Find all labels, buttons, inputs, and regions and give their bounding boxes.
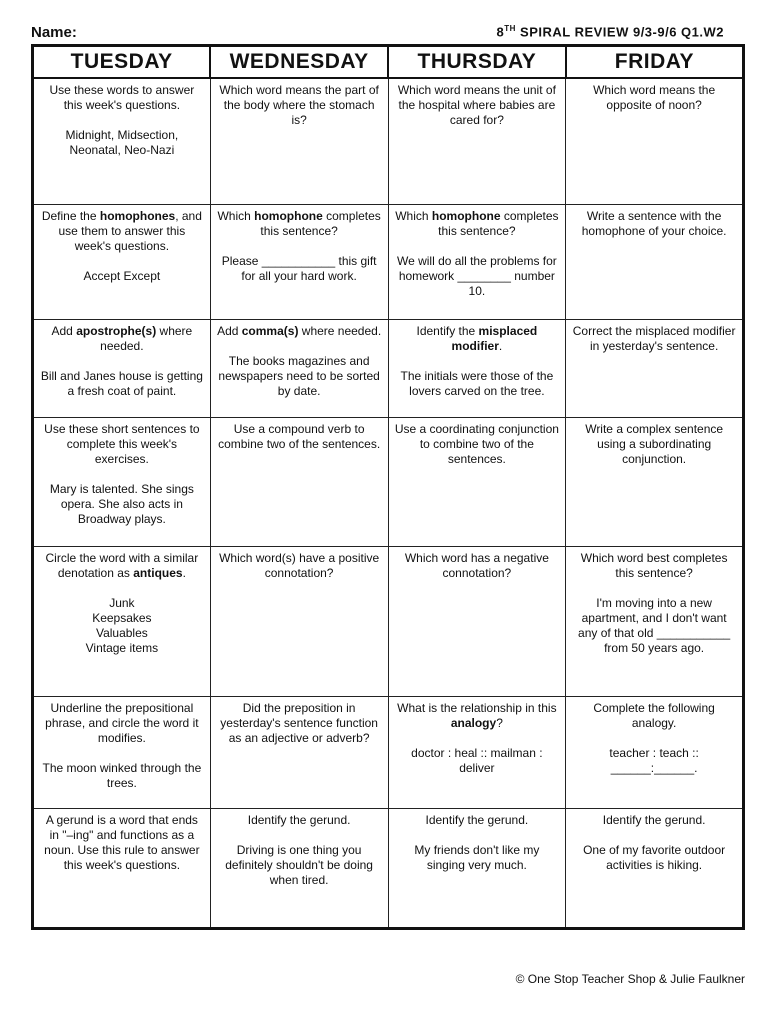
cell-text: Which word best completes this sentence? [580, 550, 728, 580]
cell-thursday [388, 417, 566, 546]
cell-paragraph [217, 324, 382, 339]
cell-paragraph [40, 596, 204, 656]
cell-paragraph [572, 843, 736, 873]
cell-text: Accept Except [83, 268, 161, 283]
cell-text: Midnight, Midsection, Neonatal, Neo-Nazi [65, 128, 179, 157]
cell-text: My friends don't like my singing very much. [414, 842, 540, 872]
cell-paragraph [40, 369, 204, 399]
day-header-wednesday: WEDNESDAY [210, 46, 388, 79]
cell-paragraph [40, 482, 204, 527]
cell-text: completes this sentence? [260, 208, 381, 238]
cell-text: . [498, 338, 503, 353]
review-row [33, 808, 744, 928]
cell-text: Which [217, 208, 255, 223]
cell-wednesday [210, 319, 388, 417]
day-header-friday: FRIDAY [566, 46, 744, 79]
cell-text: Which word has a negative connotation? [404, 550, 549, 580]
cell-friday [566, 319, 744, 417]
cell-text: Identify the gerund. [425, 812, 529, 827]
cell-paragraph [395, 209, 560, 239]
cell-paragraph [395, 324, 560, 354]
cell-thursday [388, 319, 566, 417]
cell-friday [566, 204, 744, 319]
cell-paragraph [572, 422, 736, 467]
cell-text: We will do all the problems for homework ________ number 10. [396, 253, 557, 298]
cell-friday [566, 696, 744, 808]
cell-paragraph [217, 701, 382, 746]
cell-paragraph [572, 813, 736, 828]
copyright-footer: © One Stop Teacher Shop & Julie Faulkner [515, 972, 745, 986]
cell-paragraph [40, 128, 204, 158]
cell-friday [566, 546, 744, 696]
review-row [33, 78, 744, 204]
cell-paragraph [572, 209, 736, 239]
cell-text: , and use them to answer this week's questions. [58, 208, 202, 253]
cell-paragraph [395, 813, 560, 828]
name-label: Name: [31, 24, 77, 41]
cell-thursday [388, 696, 566, 808]
review-title-text: SPIRAL REVIEW 9/3-9/6 Q1.W2 [515, 24, 724, 40]
cell-paragraph [40, 269, 204, 284]
cell-text: Which [395, 208, 432, 223]
cell-paragraph [217, 209, 382, 239]
cell-paragraph [40, 761, 204, 791]
cell-tuesday [33, 417, 211, 546]
cell-text: doctor : heal :: mailman : deliver [411, 745, 543, 775]
cell-text: Use a coordinating conjunction to combine two of the sentences. [394, 421, 559, 466]
cell-text: Circle the word with a similar denotation as [45, 550, 199, 580]
page-header [31, 22, 744, 42]
emphasized-term: antiques [133, 565, 183, 580]
grade-number: 8 [496, 24, 505, 40]
review-row [33, 546, 744, 696]
cell-text: where needed. [100, 323, 193, 353]
cell-paragraph [40, 422, 204, 467]
cell-paragraph [40, 701, 204, 746]
review-title [497, 24, 725, 39]
cell-text: Add [217, 323, 242, 338]
cell-text: Add [51, 323, 77, 338]
day-header-row [33, 46, 744, 79]
day-header-thursday: THURSDAY [388, 46, 566, 79]
cell-paragraph [217, 422, 382, 452]
cell-paragraph [217, 83, 382, 128]
cell-paragraph [40, 209, 204, 254]
cell-thursday [388, 78, 566, 204]
cell-paragraph [572, 596, 736, 656]
cell-text: Driving is one thing you definitely shouldn't be doing when tired. [225, 842, 373, 887]
cell-text: Use these short sentences to complete this week's exercises. [44, 421, 200, 466]
cell-text: Use a compound verb to combine two of the sentences. [218, 421, 381, 451]
cell-text: Identify the gerund. [602, 812, 706, 827]
cell-tuesday [33, 319, 211, 417]
cell-text: . [182, 565, 186, 580]
cell-text: What is the relationship in this [397, 700, 557, 715]
cell-friday [566, 808, 744, 928]
review-row [33, 319, 744, 417]
cell-tuesday [33, 78, 211, 204]
cell-paragraph [572, 324, 736, 354]
cell-text: Which word means the part of the body where the stomach is? [219, 83, 379, 127]
cell-text: Which word means the opposite of noon? [593, 83, 716, 112]
emphasized-term: apostrophe(s) [76, 323, 157, 338]
emphasized-term: analogy [450, 715, 497, 730]
cell-text: Define the [41, 208, 100, 223]
cell-paragraph [572, 746, 736, 776]
emphasized-term: misplaced modifier [451, 323, 538, 353]
grade-ordinal-suffix: TH [504, 24, 516, 33]
cell-paragraph [217, 254, 382, 284]
review-row [33, 417, 744, 546]
cell-paragraph [40, 551, 204, 581]
cell-paragraph [395, 551, 560, 581]
cell-text: Underline the prepositional phrase, and circle the word it modifies. [45, 700, 199, 745]
cell-text: teacher : teach :: ______:______. [609, 745, 699, 775]
cell-thursday [388, 204, 566, 319]
cell-wednesday [210, 808, 388, 928]
cell-paragraph [395, 746, 560, 776]
cell-wednesday [210, 78, 388, 204]
review-row [33, 696, 744, 808]
day-header-tuesday: TUESDAY [33, 46, 211, 79]
cell-text: A gerund is a word that ends in "–ing" and functions as a noun. Use this rule to answer this week's questions. [44, 812, 200, 872]
cell-text: The books magazines and newspapers need to be sorted by date. [218, 353, 380, 398]
cell-text: Mary is talented. She sings opera. She also acts in Broadway plays. [49, 481, 194, 526]
cell-tuesday [33, 808, 211, 928]
cell-text: ? [496, 715, 503, 730]
cell-text: Please ___________ this gift for all your hard work. [221, 253, 377, 283]
cell-paragraph [395, 843, 560, 873]
cell-text: I'm moving into a new apartment, and I don't want any of that old ___________ from 50 years ago. [578, 595, 731, 655]
cell-paragraph [40, 83, 204, 113]
cell-thursday [388, 546, 566, 696]
cell-text: Use these words to answer this week's questions. [49, 83, 195, 112]
cell-friday [566, 417, 744, 546]
cell-text: One of my favorite outdoor activities is hiking. [583, 842, 726, 872]
cell-paragraph [395, 701, 560, 731]
cell-paragraph [217, 843, 382, 888]
cell-text: Which word(s) have a positive connotation? [219, 550, 380, 580]
cell-text: Identify the [416, 323, 479, 338]
cell-text: The moon winked through the trees. [42, 760, 202, 790]
review-row [33, 204, 744, 319]
cell-paragraph [40, 813, 204, 873]
spiral-review-table [31, 44, 745, 930]
cell-text: Write a sentence with the homophone of your choice. [581, 208, 727, 238]
cell-text: Junk Keepsakes Valuables Vintage items [85, 595, 159, 655]
cell-paragraph [395, 254, 560, 299]
cell-wednesday [210, 417, 388, 546]
emphasized-term: homophones [99, 208, 176, 223]
cell-text: Did the preposition in yesterday's sentence function as an adjective or adverb? [220, 700, 378, 745]
cell-paragraph [217, 354, 382, 399]
cell-paragraph [40, 324, 204, 354]
cell-tuesday [33, 204, 211, 319]
emphasized-term: homophone [431, 208, 501, 223]
cell-tuesday [33, 546, 211, 696]
cell-text: where needed. [298, 323, 382, 338]
cell-paragraph [217, 551, 382, 581]
cell-text: Identify the gerund. [247, 812, 351, 827]
cell-friday [566, 78, 744, 204]
cell-paragraph [572, 701, 736, 731]
cell-paragraph [395, 369, 560, 399]
cell-paragraph [217, 813, 382, 828]
cell-paragraph [395, 83, 560, 128]
cell-tuesday [33, 696, 211, 808]
cell-text: Correct the misplaced modifier in yesterday's sentence. [572, 323, 736, 353]
cell-thursday [388, 808, 566, 928]
cell-wednesday [210, 546, 388, 696]
cell-text: Bill and Janes house is getting a fresh coat of paint. [40, 368, 203, 398]
emphasized-term: comma(s) [241, 323, 299, 338]
cell-paragraph [572, 551, 736, 581]
cell-text: The initials were those of the lovers carved on the tree. [400, 368, 554, 398]
cell-text: Complete the following analogy. [593, 700, 715, 730]
emphasized-term: homophone [254, 208, 323, 223]
cell-wednesday [210, 204, 388, 319]
cell-paragraph [572, 83, 736, 113]
cell-wednesday [210, 696, 388, 808]
cell-text: Which word means the unit of the hospital where babies are cared for? [397, 83, 556, 127]
cell-text: Write a complex sentence using a subordinating conjunction. [585, 421, 724, 466]
cell-text: completes this sentence? [438, 208, 559, 238]
cell-paragraph [395, 422, 560, 467]
